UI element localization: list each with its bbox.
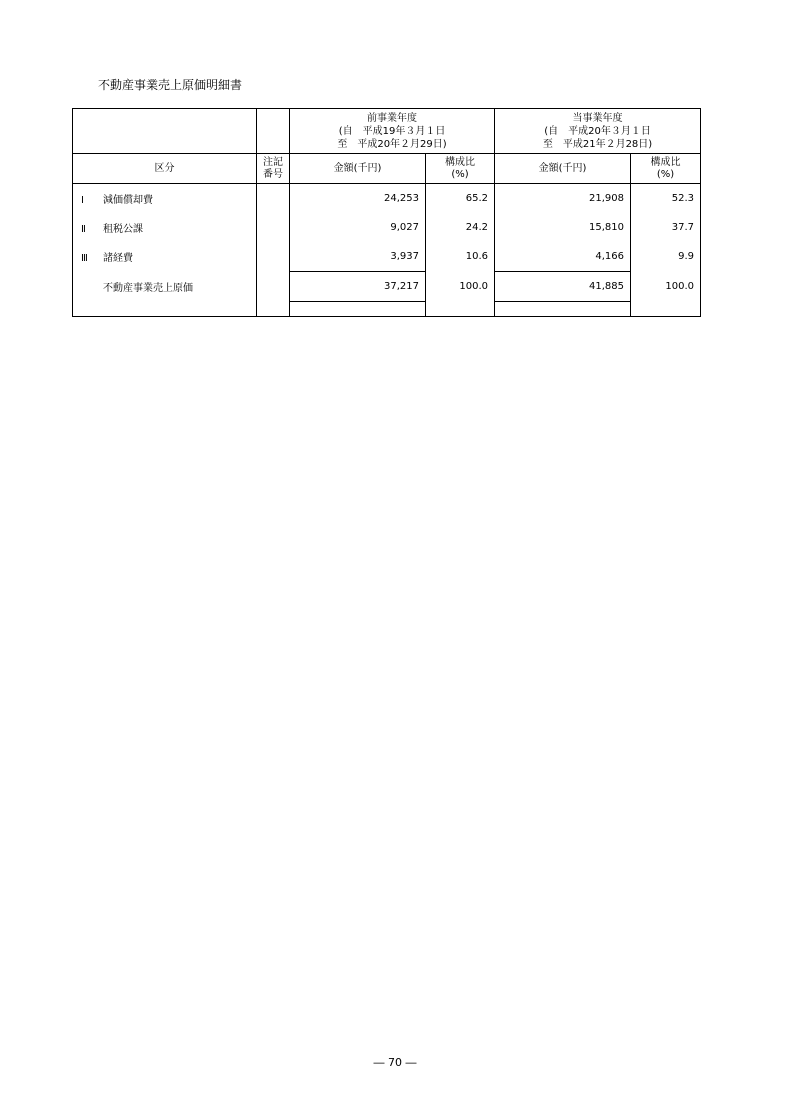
prev-period-to: 至 平成20年２月29日)	[337, 138, 447, 150]
page-number: ― 70 ―	[373, 1056, 417, 1069]
note-cell	[257, 272, 290, 302]
roman-numeral: Ⅲ	[81, 253, 88, 265]
total-row	[73, 272, 701, 302]
row-label-text: 諸経費	[103, 253, 133, 265]
ratio-header-line2: (%)	[451, 168, 469, 180]
curr-ratio-cell: 37.7	[631, 213, 701, 242]
table-row	[73, 242, 701, 272]
table-row	[73, 184, 701, 214]
prev-amount-cell: 3,937	[290, 242, 426, 272]
empty-header-cell	[257, 109, 290, 154]
prev-amount-cell: 24,253	[290, 184, 426, 214]
prev-ratio-cell: 65.2	[426, 184, 495, 214]
row-label	[73, 184, 257, 214]
total-prev-amount: 37,217	[290, 272, 426, 302]
curr-ratio-cell: 52.3	[631, 184, 701, 214]
curr-amount-cell: 4,166	[495, 242, 631, 272]
curr-amount-cell: 15,810	[495, 213, 631, 242]
roman-numeral: Ⅱ	[81, 224, 86, 235]
curr-ratio-header	[631, 154, 701, 184]
closing-cell	[631, 302, 701, 317]
ratio-header-line1: 構成比	[445, 156, 475, 168]
note-cell	[257, 184, 290, 214]
prev-ratio-cell: 24.2	[426, 213, 495, 242]
prev-amount-header: 金額(千円)	[290, 154, 426, 184]
curr-amount-cell: 21,908	[495, 184, 631, 214]
prev-period-from: (自 平成19年３月１日	[338, 125, 446, 137]
prev-amount-cell: 9,027	[290, 213, 426, 242]
note-header-line2: 番号	[263, 168, 283, 180]
row-label-text: 減価償却費	[103, 195, 153, 206]
prev-ratio-cell: 10.6	[426, 242, 495, 272]
closing-cell	[257, 302, 290, 317]
row-label-text: 租税公課	[103, 224, 143, 235]
total-curr-amount: 41,885	[495, 272, 631, 302]
curr-period-to: 至 平成21年２月28日)	[542, 138, 653, 150]
curr-ratio-cell: 9.9	[631, 242, 701, 272]
note-header-line1: 注記	[263, 156, 283, 168]
closing-cell	[290, 302, 426, 317]
closing-row	[73, 302, 701, 317]
row-label	[73, 213, 257, 242]
ratio-header-line2: (%)	[656, 168, 675, 180]
roman-numeral: Ⅰ	[81, 195, 84, 206]
total-label: 不動産事業売上原価	[73, 272, 257, 302]
curr-period-from: (自 平成20年３月１日	[544, 125, 651, 137]
curr-period-label: 当事業年度	[572, 112, 623, 124]
curr-amount-header: 金額(千円)	[495, 154, 631, 184]
ratio-header-line1: 構成比	[650, 156, 681, 168]
closing-cell	[495, 302, 631, 317]
note-cell	[257, 213, 290, 242]
row-label	[73, 242, 257, 272]
category-header: 区分	[73, 154, 257, 184]
prev-period-header	[290, 109, 495, 154]
curr-period-header	[495, 109, 701, 154]
period-header-row	[73, 109, 701, 154]
closing-cell	[73, 302, 257, 317]
cost-statement-table	[72, 108, 701, 317]
note-number-header	[257, 154, 290, 184]
total-prev-ratio: 100.0	[426, 272, 495, 302]
table-row	[73, 213, 701, 242]
empty-header-cell	[73, 109, 257, 154]
prev-ratio-header	[426, 154, 495, 184]
note-cell	[257, 242, 290, 272]
column-header-row	[73, 154, 701, 184]
closing-cell	[426, 302, 495, 317]
document-title: 不動産事業売上原価明細書	[98, 78, 243, 92]
prev-period-label: 前事業年度	[367, 112, 417, 124]
total-curr-ratio: 100.0	[631, 272, 701, 302]
